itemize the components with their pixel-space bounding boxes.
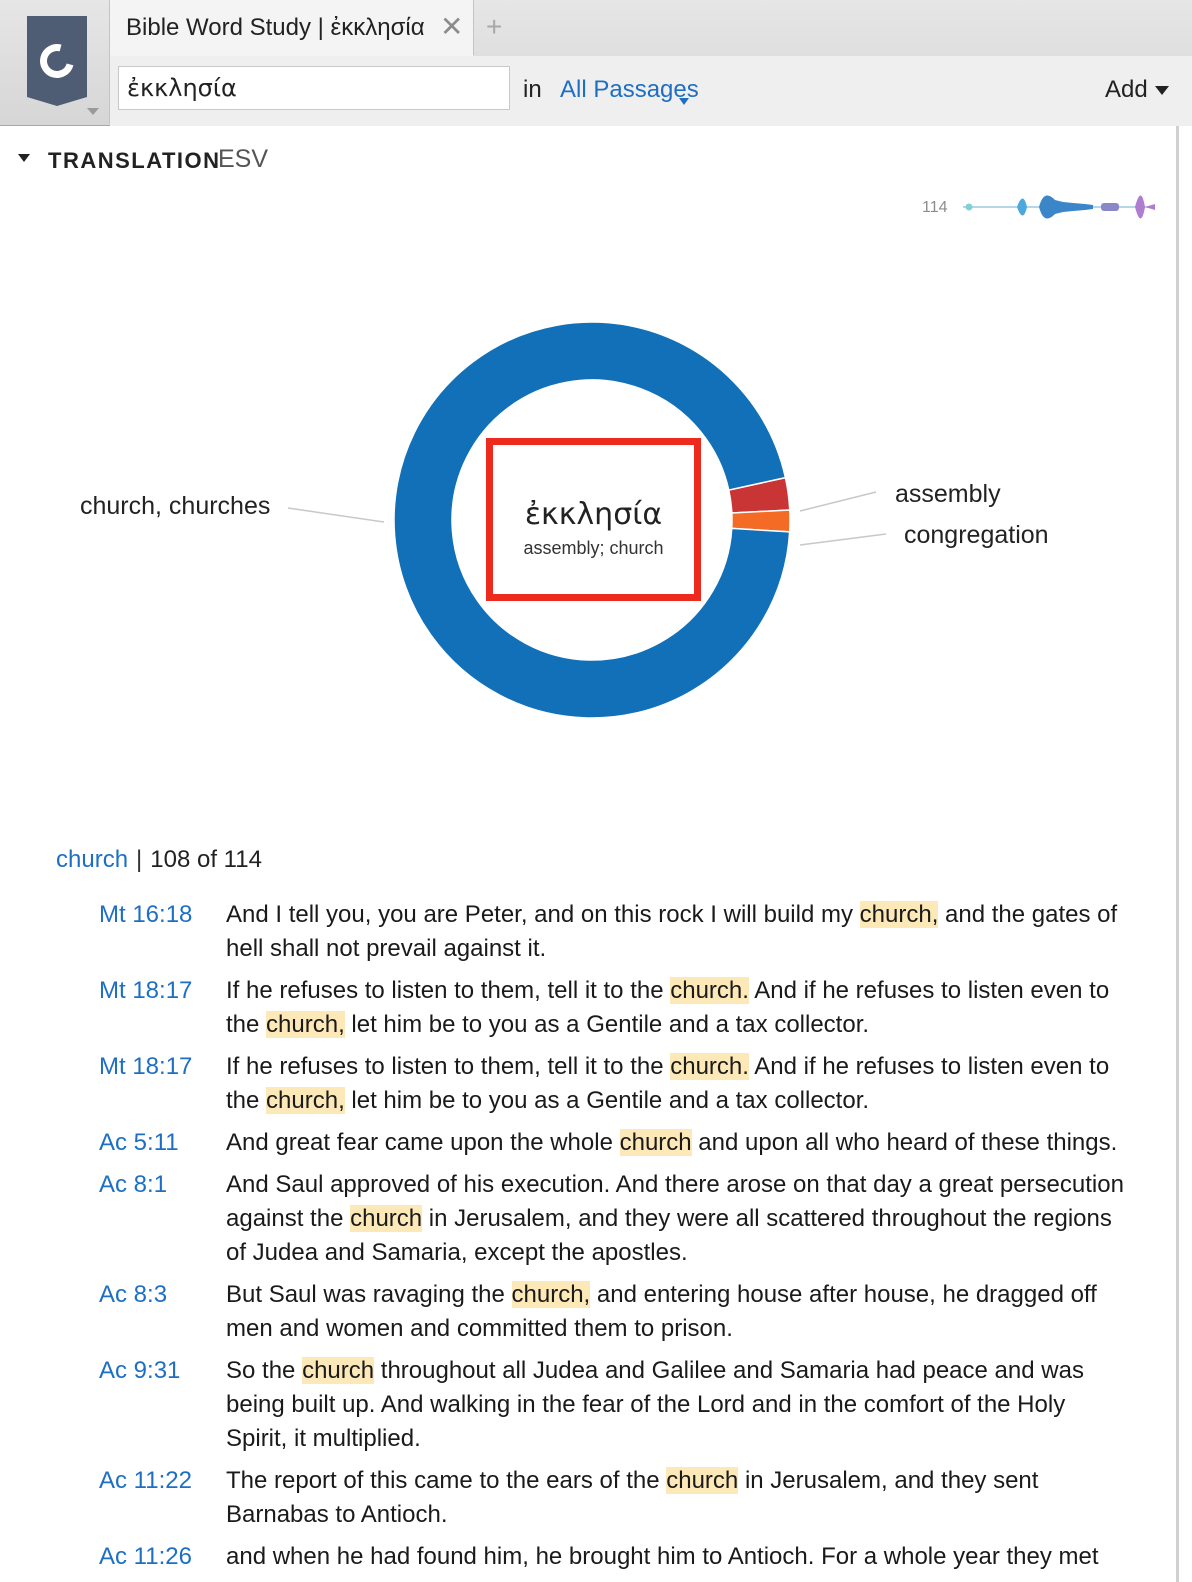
distribution-sparkline[interactable] (955, 182, 1165, 232)
search-input[interactable] (118, 66, 510, 110)
toolbar (110, 56, 1192, 126)
verse-text (226, 1464, 1126, 1532)
slice-label-church[interactable]: church, churches (80, 492, 271, 520)
verse-text-segment: and the gates of hell shall not prevail against it. (226, 901, 1118, 962)
in-label: in (523, 76, 542, 103)
verse-text-segment: and when he had found him, he brought him to Antioch. For a whole year they met (226, 1543, 1099, 1570)
verse-reference-link[interactable]: Mt 18:17 (99, 1053, 193, 1080)
verse-text-segment: The report of this came to the ears of the (226, 1467, 667, 1494)
logos-logo-icon (27, 16, 87, 106)
center-gloss: assembly; church (523, 538, 664, 558)
sparkline-peak-2 (1039, 196, 1093, 219)
highlighted-term: church (302, 1357, 375, 1384)
verse-row (0, 1168, 1176, 1270)
app-menu-caret-icon (87, 108, 99, 115)
slice-label-congregation[interactable]: congregation (904, 521, 1049, 549)
verse-text-segment: If he refuses to listen to them, tell it to the (226, 977, 671, 1004)
add-button[interactable]: Add (1105, 76, 1148, 103)
verse-text-segment: in Jerusalem, and they were all scattered throughout the regions of Judea and Samaria, except the apostles. (226, 1205, 1112, 1266)
verse-text (226, 1278, 1126, 1346)
highlighted-term: church. (670, 977, 749, 1004)
verse-text-segment: So the (226, 1357, 303, 1384)
verse-reference-link[interactable]: Ac 11:26 (99, 1543, 192, 1570)
scrollbar-track[interactable] (1176, 126, 1179, 1582)
leader-line-church (288, 508, 384, 522)
result-term-link[interactable]: church (56, 846, 129, 873)
result-header (56, 846, 262, 874)
sparkline-start-dot (966, 204, 973, 211)
center-lemma: ἐκκλησία (524, 497, 663, 532)
sparkline-count: 114 (922, 199, 948, 216)
verse-reference-link[interactable]: Ac 11:22 (99, 1467, 192, 1494)
verse-row (0, 898, 1176, 966)
verse-text-segment: And if he refuses to listen even to the (226, 1053, 1110, 1114)
sparkline-peak-4 (1135, 196, 1145, 219)
translation-version[interactable]: ESV (218, 145, 269, 173)
highlighted-term: church, (859, 901, 939, 928)
verse-reference-link[interactable]: Mt 18:17 (99, 977, 193, 1004)
highlighted-term: church. (670, 1053, 749, 1080)
verse-reference-link[interactable]: Ac 5:11 (99, 1129, 179, 1156)
window-chrome (0, 0, 1192, 126)
passages-caret-icon[interactable] (679, 98, 689, 105)
verse-row (0, 1354, 1176, 1456)
slice-label-assembly[interactable]: assembly (895, 480, 1001, 508)
verse-row (0, 1126, 1176, 1160)
verse-reference-link[interactable]: Ac 8:3 (99, 1281, 168, 1308)
sparkline-peak-3 (1101, 203, 1119, 211)
verse-row (0, 1540, 1176, 1574)
highlighted-term: church, (511, 1281, 591, 1308)
verse-row (0, 1464, 1176, 1532)
collapse-section-icon[interactable] (18, 154, 30, 162)
sparkline-end-arrow (1145, 204, 1155, 210)
verse-row (0, 1278, 1176, 1346)
verse-list (0, 898, 1176, 1582)
tab-title: Bible Word Study | ἐκκλησία (126, 14, 425, 41)
verse-text-segment: And great fear came upon the whole (226, 1129, 620, 1156)
verse-text-segment: and upon all who heard of these things. (691, 1129, 1118, 1156)
verse-text-segment: and entering house after house, he dragged off men and women and committed them to prison. (226, 1281, 1097, 1342)
tab-bible-word-study[interactable] (110, 0, 474, 56)
verse-text-segment: But Saul was ravaging the (226, 1281, 512, 1308)
verse-text-segment: in Jerusalem, and they sent Barnabas to Antioch. (226, 1467, 1039, 1528)
close-tab-icon[interactable]: ✕ (440, 11, 464, 42)
verse-row (0, 974, 1176, 1042)
leader-line-congregation (800, 534, 886, 545)
app-menu-button[interactable] (0, 0, 110, 124)
highlighted-term: church (350, 1205, 423, 1232)
verse-text-segment: And I tell you, you are Peter, and on this rock I will build my (226, 901, 860, 928)
verse-text (226, 1126, 1126, 1160)
leader-line-assembly (800, 492, 876, 511)
highlighted-term: church (619, 1129, 692, 1156)
verse-text-segment: If he refuses to listen to them, tell it to the (226, 1053, 671, 1080)
verse-text-segment: throughout all Judea and Galilee and Samaria had peace and was being built up. And walking in the fear of the Lord and in the comfort of the Holy Spirit, it multiplied. (226, 1357, 1084, 1452)
new-tab-button[interactable]: + (486, 11, 503, 42)
verse-text (226, 1354, 1126, 1456)
verse-text-segment: And if he refuses to listen even to the (226, 977, 1110, 1038)
result-separator: | (136, 846, 143, 873)
chart-center-box (486, 438, 701, 601)
verse-text (226, 1050, 1126, 1118)
add-caret-icon[interactable] (1155, 86, 1169, 95)
passages-dropdown[interactable]: All Passages (560, 76, 699, 103)
verse-text-segment: let him be to you as a Gentile and a tax collector. (344, 1011, 870, 1038)
verse-row (0, 1050, 1176, 1118)
highlighted-term: church, (266, 1087, 345, 1114)
verse-text (226, 974, 1126, 1042)
verse-text-segment: let him be to you as a Gentile and a tax collector. (344, 1087, 870, 1114)
verse-text (226, 898, 1126, 966)
verse-text-segment: And Saul approved of his execution. And there arose on that day a great persecution against the (226, 1171, 1124, 1232)
sparkline-peak-1 (1017, 199, 1027, 216)
verse-reference-link[interactable]: Mt 16:18 (99, 901, 193, 928)
highlighted-term: church, (266, 1011, 345, 1038)
verse-reference-link[interactable]: Ac 9:31 (99, 1357, 181, 1384)
verse-text (226, 1168, 1126, 1270)
verse-reference-link[interactable]: Ac 8:1 (99, 1171, 168, 1198)
verse-text (226, 1540, 1126, 1574)
section-title: TRANSLATION (48, 148, 221, 173)
result-count: 108 of 114 (150, 846, 262, 873)
highlighted-term: church (666, 1467, 739, 1494)
